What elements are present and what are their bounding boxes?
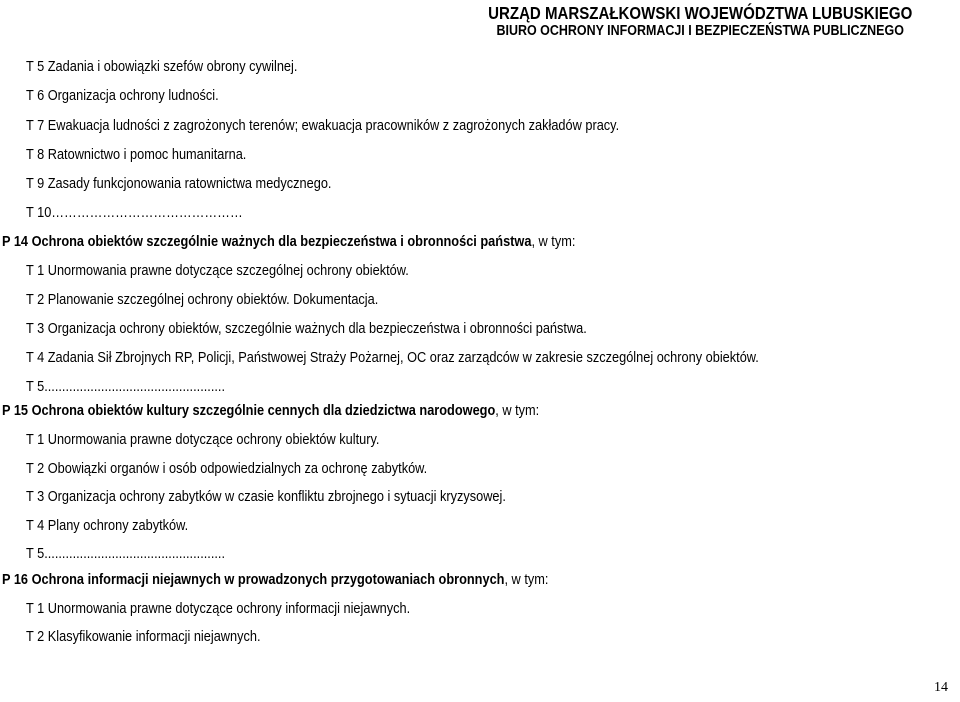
topic-line: T 7 Ewakuacja ludności z zagrożonych terenów; ewakuacja pracowników z zagrożonych zakładów pracy. bbox=[26, 118, 620, 134]
topic-line: T 2 Klasyfikowanie informacji niejawnych. bbox=[26, 629, 261, 645]
topic-line: T 2 Planowanie szczególnej ochrony obiektów. Dokumentacja. bbox=[26, 292, 379, 308]
topic-line: T 4 Plany ochrony zabytków. bbox=[26, 518, 189, 534]
topic-line: T 4 Zadania Sił Zbrojnych RP, Policji, Państwowej Straży Pożarnej, OC oraz zarządców w zakresie szczególnej ochrony obiektów. bbox=[26, 350, 759, 366]
topic-line: T 9 Zasady funkcjonowania ratownictwa medycznego. bbox=[26, 176, 332, 192]
topic-line: T 6 Organizacja ochrony ludności. bbox=[26, 88, 219, 104]
topic-line: T 1 Unormowania prawne dotyczące ochrony obiektów kultury. bbox=[26, 432, 380, 448]
topic-line: T 3 Organizacja ochrony obiektów, szczególnie ważnych dla bezpieczeństwa i obronności państwa. bbox=[26, 321, 587, 337]
topic-line: T 1 Unormowania prawne dotyczące szczególnej ochrony obiektów. bbox=[26, 263, 409, 279]
document-header bbox=[453, 3, 946, 40]
section-heading bbox=[2, 233, 575, 251]
topic-line: T 10……………………………………… bbox=[26, 205, 243, 221]
header-title: URZĄD MARSZAŁKOWSKI WOJEWÓDZTWA LUBUSKIEGO bbox=[487, 3, 913, 23]
topic-line: T 3 Organizacja ochrony zabytków w czasie konfliktu zbrojnego i sytuacji kryzysowej. bbox=[26, 489, 506, 505]
section-heading-title: P 16 Ochrona informacji niejawnych w prowadzonych przygotowaniach obronnych bbox=[2, 572, 505, 588]
topic-line: T 5 Zadania i obowiązki szefów obrony cywilnej. bbox=[26, 59, 298, 75]
topic-line: T 1 Unormowania prawne dotyczące ochrony informacji niejawnych. bbox=[26, 601, 411, 617]
section-heading-suffix: , w tym: bbox=[504, 572, 549, 588]
page-number: 14 bbox=[934, 680, 948, 695]
section-heading-suffix: , w tym: bbox=[495, 403, 540, 419]
section-heading-title: P 15 Ochrona obiektów kultury szczególnie cennych dla dziedzictwa narodowego bbox=[2, 403, 496, 419]
section-heading-suffix: , w tym: bbox=[531, 234, 576, 250]
section-heading-title: P 14 Ochrona obiektów szczególnie ważnych dla bezpieczeństwa i obronności państwa bbox=[2, 234, 532, 250]
section-heading bbox=[2, 571, 548, 589]
topic-line: T 5................................................... bbox=[26, 546, 226, 562]
topic-line: T 5................................................... bbox=[26, 379, 226, 395]
section-heading bbox=[2, 402, 539, 420]
header-subtitle: BIURO OCHRONY INFORMACJI I BEZPIECZEŃSTWA PUBLICZNEGO bbox=[496, 23, 904, 39]
topic-line: T 2 Obowiązki organów i osób odpowiedzialnych za ochronę zabytków. bbox=[26, 461, 428, 477]
topic-line: T 8 Ratownictwo i pomoc humanitarna. bbox=[26, 147, 247, 163]
